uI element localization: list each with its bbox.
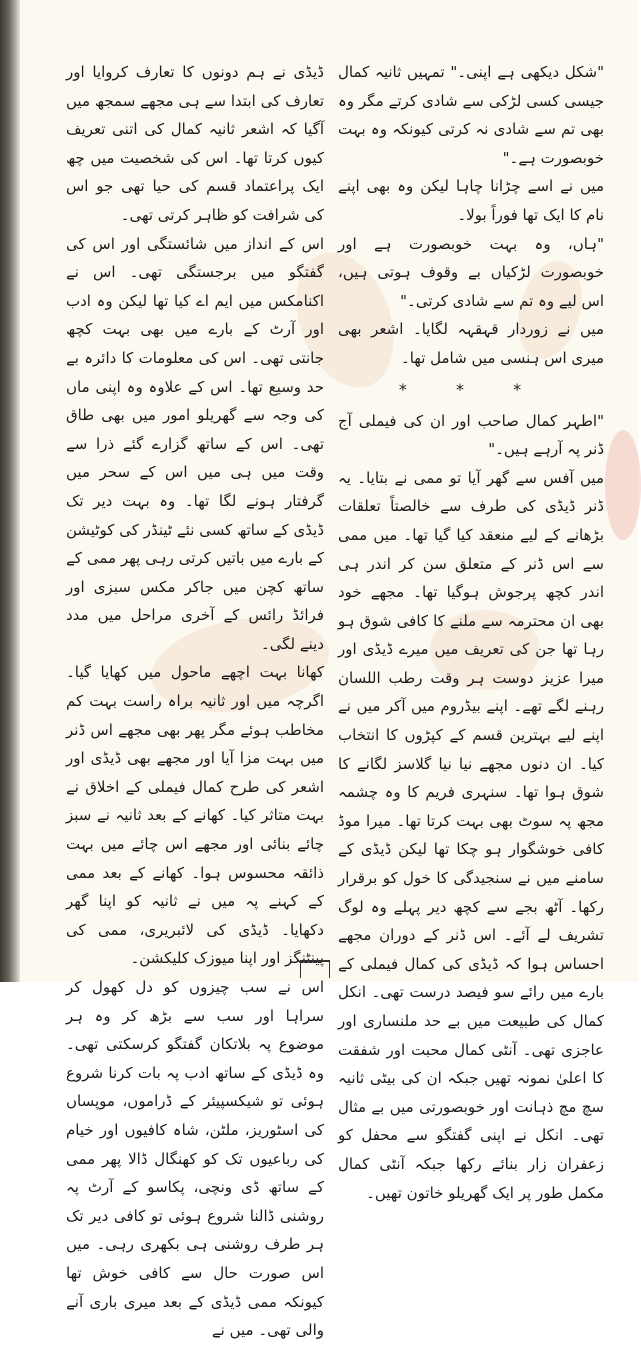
page-binding-edge (0, 0, 20, 982)
paragraph: "ہاں، وہ بہت خوبصورت ہے اور خوبصورت لڑکیاں بے وقوف ہوتی ہیں، اس لیے وہ تم سے شادی کرتی۔" (338, 234, 604, 310)
paragraph: "شکل دیکھی ہے اپنی۔" تمہیں ثانیہ کمال جیسی کسی لڑکی سے شادی کرتے مگر وہ بھی تم سے شادی نہ کرتی کیونکہ وہ بہت خوبصورت ہے۔" (338, 63, 604, 167)
left-text-column (66, 58, 324, 1345)
paragraph: ڈیڈی نے ہم دونوں کا تعارف کروایا اور تعارف کی ابتدا سے ہی مجھے سمجھ میں آگیا کہ اشعر ثانیہ کمال کی اتنی تعریف کیوں کرتا تھا۔ اس کی شخصیت میں چھ ایک پراعتماد قسم کی حیا تھی جو اس کی شرافت کو ظاہر کرتی تھی۔ (66, 63, 324, 224)
section-divider-stars: * * * (398, 379, 544, 399)
paragraph: میں نے زوردار قہقہہ لگایا۔ اشعر بھی میری اس ہنسی میں شامل تھا۔ (338, 320, 604, 367)
paragraph: "اطہر کمال صاحب اور ان کی فیملی آج ڈنر پہ آرہے ہیں۔" (338, 411, 604, 459)
paragraph: میں آفس سے گھر آیا تو ممی نے بتایا۔ یہ ڈنر ڈیڈی کی طرف سے خالصتاً تعلقات بڑھانے کے لیے منعقد کیا گیا تھا۔ میں ممی سے اس ڈنر کے متعلق سن کر اندر ہی اندر کچھ پرجوش ہوگیا تھا۔ مجھے خود بھی ان محترمہ سے ملنے کا کافی شوق ہو رہا تھا جن کی تعریف میں میرے ڈیڈی اور میرا عزیز دوست ہر وقت رطب اللسان رہنے لگے تھے۔ اپنے بیڈروم میں آکر میں نے اپنے لیے بہترین قسم کے کپڑوں کا انتخاب کیا۔ ان دنوں مجھے نیا نیا گلاسز لگانے کا شوق ہوا تھا۔ سنہری فریم کا وہ چشمہ مجھ پہ سوٹ بھی بہت کرتا تھا۔ میرا موڈ کافی خوشگوار ہو چکا تھا لیکن ڈیڈی کے سامنے میں نے سنجیدگی کا خول کو برقرار رکھا۔ آٹھ بجے سے کچھ دیر پہلے وہ لوگ تشریف لے آئے۔ اس ڈنر کے دوران مجھے احساس ہوا کہ ڈیڈی کی کمال فیملی کے بارے میں رائے سو فیصد درست تھی۔ انکل کمال کی طبیعت میں بے حد ملنساری اور عاجزی تھی۔ آنٹی کمال محبت اور شفقت کا اعلیٰ نمونہ تھیں جبکہ ان کی بیٹی ثانیہ سچ مچ ذہانت اور خوبصورتی میں بے مثال تھی۔ انکل نے اپنی گفتگو سے محفل کو زعفران زار بنائے رکھا جبکہ آنٹی کمال مکمل طور پر ایک گھریلو خاتون تھیں۔ (338, 468, 604, 1202)
watermark-blot (605, 430, 641, 540)
right-text-column (338, 58, 604, 1207)
paragraph: کھانا بہت اچھے ماحول میں کھایا گیا۔ اگرچہ میں اور ثانیہ براہ راست بہت کم مخاطب ہوئے مگر پھر بھی مجھے اس ڈنر میں بہت مزا آیا اور مجھے بھی ڈیڈی اور اشعر کی طرح کمال فیملی کے اخلاق نے بہت متاثر کیا۔ کھانے کے بعد ثانیہ نے سبز چائے بنائی اور مجھے اس چائے میں بہت ذائقہ محسوس ہوا۔ کھانے کے بعد ممی کے کہنے پہ میں نے ثانیہ کو اپنا گھر دکھایا۔ ڈیڈی کی لائبریری، ممی کی پینٹنگز اور اپنا میوزک کلیکشن۔ (66, 663, 324, 968)
paragraph: اس نے سب چیزوں کو دل کھول کر سراہا اور سب سے بڑھ کر وہ ہر موضوع پہ بلاتکان گفتگو کرسکتی تھی۔ وہ ڈیڈی کے ساتھ ادب پہ بات کرنا شروع ہوئی تو شیکسپیئر کے ڈراموں، موپساں کی اسٹوریز، ملٹن، شاہ کافیوں اور خیام کی رباعیوں تک کو کھنگال ڈالا پھر ممی کے ساتھ ڈی ونچی، پکاسو کے آرٹ پہ روشنی ڈالنا شروع ہوئی تو کافی دیر تک ہر طرف روشنی ہی بکھری رہی۔ میں اس صورت حال سے کافی خوش تھا کیونکہ ممی ڈیڈی کے بعد میری باری آنے والی تھی۔ میں نے (66, 978, 324, 1340)
page-number-box (300, 960, 330, 978)
paragraph: میں نے اسے چڑانا چاہا لیکن وہ بھی اپنے نام کا ایک تھا فوراً بولا۔ (338, 177, 604, 224)
paragraph: اس کے انداز میں شائستگی اور اس کی گفتگو میں برجستگی تھی۔ اس نے اکنامکس میں ایم اے کیا تھا لیکن وہ ادب اور آرٹ کے بارے میں بھی بہت کچھ جانتی تھی۔ اس کی معلومات کا دائرہ بے حد وسیع تھا۔ اس کے علاوہ وہ اپنی ماں کی وجہ سے گھریلو امور میں بھی طاق تھی۔ اس کے ساتھ گزارے گئے ذرا سے وقت میں ہی میں اس کے سحر میں گرفتار ہونے لگا تھا۔ وہ بہت دیر تک ڈیڈی کے ساتھ کسی نئے ٹینڈر کی کوٹیشن کے بارے میں باتیں کرتی رہی پھر ممی کے ساتھ کچن میں جاکر مکس سبزی اور فرائڈ رائس کے آخری مراحل میں مدد دینے لگی۔ (66, 234, 324, 653)
